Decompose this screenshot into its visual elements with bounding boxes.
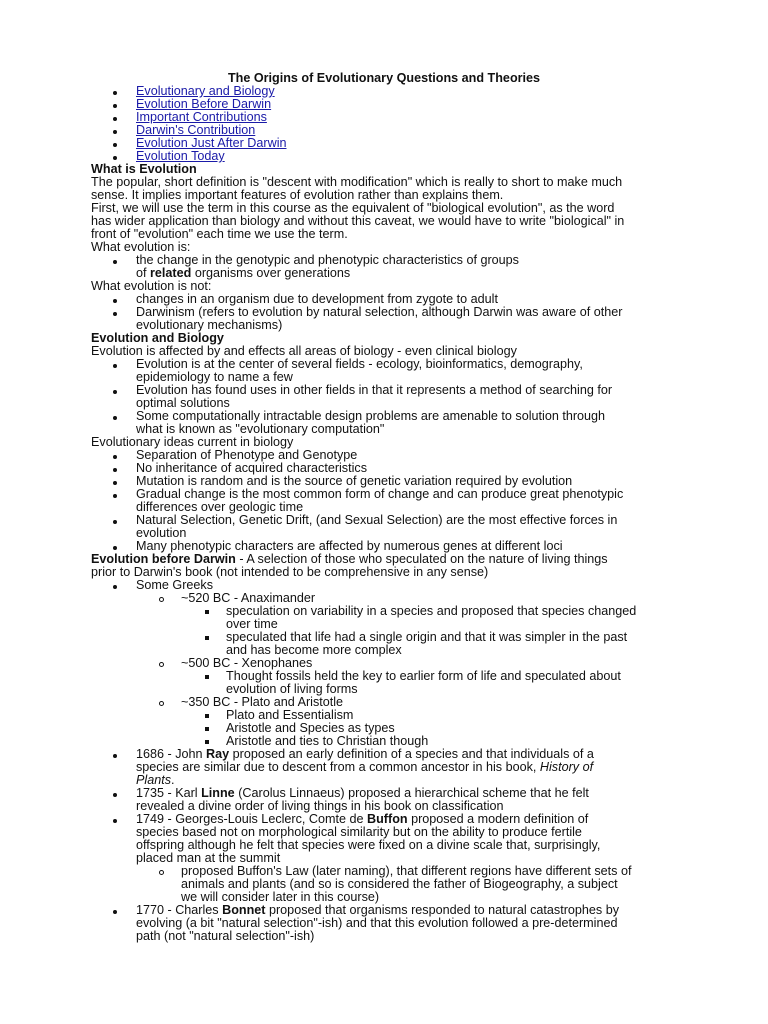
bullet: [113, 754, 117, 758]
list-item-text: Evolution has found uses in other fields in that it represents a method of searching for: [136, 383, 613, 397]
bullet: [113, 819, 117, 823]
bullet: [113, 455, 117, 459]
square-bullet: [205, 727, 209, 731]
bullet: [113, 793, 117, 797]
paragraph-line: Evolution is affected by and effects all areas of biology - even clinical biology: [91, 344, 517, 358]
list-item-text: 1749 - Georges-Louis Leclerc, Comte de Buffon proposed a modern definition of: [136, 812, 589, 826]
toc-link-evolution-today[interactable]: Evolution Today: [136, 149, 225, 163]
list-item-text: Aristotle and Species as types: [226, 721, 395, 735]
list-item-text: 1686 - John Ray proposed an early definition of a species and that individuals of a: [136, 747, 594, 761]
page-title: The Origins of Evolutionary Questions and Theories: [227, 71, 541, 85]
bullet: [113, 91, 117, 95]
bullet: [113, 364, 117, 368]
toc-link-just-after-darwin[interactable]: Evolution Just After Darwin: [136, 136, 287, 150]
list-item-text: Some Greeks: [136, 578, 213, 592]
square-bullet: [205, 610, 209, 614]
bullet: [113, 481, 117, 485]
list-item-text: evolution of living forms: [226, 682, 358, 696]
list-item-text: the change in the genotypic and phenotypic characteristics of groups: [136, 253, 519, 267]
list-item-text: evolution: [136, 526, 187, 540]
bullet: [113, 416, 117, 420]
list-item-text: Aristotle and ties to Christian though: [226, 734, 429, 748]
list-item-text: proposed Buffon's Law (later naming), that different regions have different sets of: [181, 864, 632, 878]
bullet: [113, 260, 117, 264]
paragraph-line: The popular, short definition is "descent with modification" which is really to short to make much: [91, 175, 623, 189]
circle-bullet: [159, 701, 164, 706]
bullet: [113, 130, 117, 134]
list-item-text: Gradual change is the most common form of change and can produce great phenotypic: [136, 487, 624, 501]
bullet: [113, 312, 117, 316]
bullet: [113, 910, 117, 914]
list-item-text: speculation on variability in a species and proposed that species changed: [226, 604, 637, 618]
list-item-text: Plants.: [136, 773, 175, 787]
bullet: [113, 143, 117, 147]
label-what-evolution-is-not: What evolution is not:: [91, 279, 212, 293]
list-item-text: ~500 BC - Xenophanes: [181, 656, 313, 670]
bullet: [113, 468, 117, 472]
list-item-text: evolutionary mechanisms): [136, 318, 283, 332]
list-item-text: Some computationally intractable design problems are amenable to solution through: [136, 409, 606, 423]
bullet: [113, 117, 117, 121]
label-what-evolution-is: What evolution is:: [91, 240, 191, 254]
list-item-text: 1735 - Karl Linne (Carolus Linnaeus) proposed a hierarchical scheme that he felt: [136, 786, 589, 800]
list-item-text: what is known as "evolutionary computation": [136, 422, 385, 436]
toc-link-darwins-contribution[interactable]: Darwin's Contribution: [136, 123, 256, 137]
toc-link-evolutionary-biology[interactable]: Evolutionary and Biology: [136, 84, 275, 98]
paragraph-line: prior to Darwin's book (not intended to be comprehensive in any sense): [91, 565, 489, 579]
square-bullet: [205, 675, 209, 679]
list-item-text: placed man at the summit: [136, 851, 281, 865]
square-bullet: [205, 636, 209, 640]
section-heading-evolution-before-darwin: Evolution before Darwin: [91, 552, 236, 566]
section-intro-before-darwin: Evolution before Darwin - A selection of those who speculated on the nature of living things: [91, 552, 608, 566]
list-item-text: optimal solutions: [136, 396, 230, 410]
list-item-text: species are similar due to descent from a common ancestor in his book, History of: [136, 760, 594, 774]
list-item-text: Natural Selection, Genetic Drift, (and Sexual Selection) are the most effective forces in: [136, 513, 618, 527]
list-item-text: ~520 BC - Anaximander: [181, 591, 316, 605]
list-item-text: Thought fossils held the key to earlier form of life and speculated about: [226, 669, 621, 683]
label-evolutionary-ideas: Evolutionary ideas current in biology: [91, 435, 294, 449]
list-item-text: Plato and Essentialism: [226, 708, 354, 722]
bullet: [113, 390, 117, 394]
list-item-text: changes in an organism due to development from zygote to adult: [136, 292, 498, 306]
section-heading-evolution-and-biology: Evolution and Biology: [91, 331, 224, 345]
toc-link-before-darwin[interactable]: Evolution Before Darwin: [136, 97, 272, 111]
bullet: [113, 494, 117, 498]
list-item-text: over time: [226, 617, 278, 631]
bullet: [113, 104, 117, 108]
toc-link-important-contributions[interactable]: Important Contributions: [136, 110, 267, 124]
list-item-text: Evolution is at the center of several fields - ecology, bioinformatics, demography,: [136, 357, 583, 371]
list-item-text: No inheritance of acquired characteristics: [136, 461, 367, 475]
circle-bullet: [159, 662, 164, 667]
bullet: [113, 585, 117, 589]
list-item-text: Mutation is random and is the source of genetic variation required by evolution: [136, 474, 573, 488]
list-item-text: ~350 BC - Plato and Aristotle: [181, 695, 344, 709]
list-item-text: Darwinism (refers to evolution by natural selection, although Darwin was aware of other: [136, 305, 623, 319]
list-item-text: animals and plants (and so is considered the father of Biogeography, a subject: [181, 877, 618, 891]
paragraph-line: has wider application than biology and without this caveat, we would have to write "biological" in: [91, 214, 625, 228]
paragraph-line: First, we will use the term in this course as the equivalent of "biological evolution", as the word: [91, 201, 615, 215]
circle-bullet: [159, 597, 164, 602]
list-item-text: of related organisms over generations: [136, 266, 351, 280]
list-item-text: Separation of Phenotype and Genotype: [136, 448, 358, 462]
list-item-text: evolving (a bit "natural selection"-ish) and that this evolution followed a pre-determined: [136, 916, 618, 930]
list-item-text: Many phenotypic characters are affected by numerous genes at different loci: [136, 539, 563, 553]
list-item-text: 1770 - Charles Bonnet proposed that organisms responded to natural catastrophes by: [136, 903, 620, 917]
bullet: [113, 156, 117, 160]
list-item-text: and has become more complex: [226, 643, 402, 657]
list-item-text: offspring although he felt that species were fixed on a divine scale that, surprisingly,: [136, 838, 601, 852]
list-item-text: revealed a divine order of living things in his book on classification: [136, 799, 504, 813]
paragraph-line: sense. It implies important features of evolution rather than explains them.: [91, 188, 504, 202]
paragraph-line: front of "evolution" each time we use the term.: [91, 227, 348, 241]
list-item-text: we will consider later in this course): [181, 890, 380, 904]
section-heading-what-is-evolution: What is Evolution: [91, 162, 197, 176]
list-item-text: species based not on morphological similarity but on the ability to produce fertile: [136, 825, 582, 839]
circle-bullet: [159, 870, 164, 875]
square-bullet: [205, 740, 209, 744]
bullet: [113, 299, 117, 303]
bullet: [113, 520, 117, 524]
list-item-text: speculated that life had a single origin and that it was simpler in the past: [226, 630, 628, 644]
list-item-text: path (not "natural selection"-ish): [136, 929, 315, 943]
list-item-text: differences over geologic time: [136, 500, 304, 514]
square-bullet: [205, 714, 209, 718]
list-item-text: epidemiology to name a few: [136, 370, 293, 384]
bullet: [113, 546, 117, 550]
